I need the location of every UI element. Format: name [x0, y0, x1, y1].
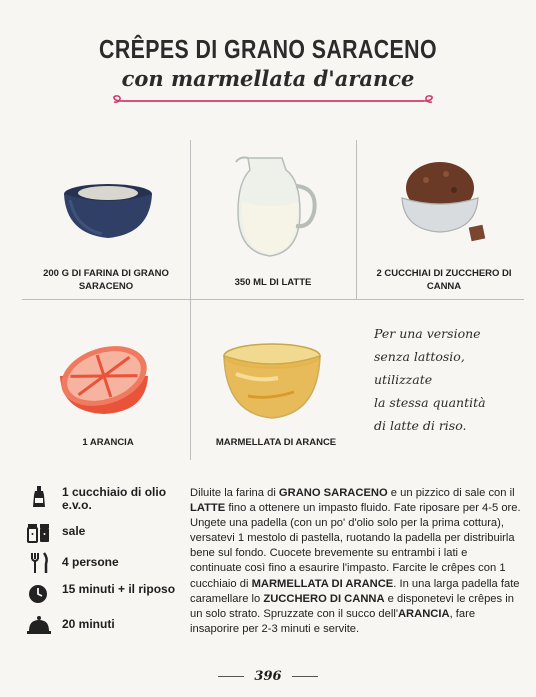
info-row-cooking [26, 614, 186, 636]
info-row-time [26, 583, 186, 605]
info-row-servings [26, 552, 186, 574]
marmalade-bowl-icon [218, 338, 326, 422]
recipe-method [190, 486, 522, 637]
method-ingredient: LATTE [190, 502, 226, 515]
recipe-title: CRÊPES DI GRANO SARACENO [99, 34, 437, 64]
decorative-divider [108, 93, 438, 109]
method-text: e disponetevi le crêpes in un solo strato. Spruzzate con il succo dell' [190, 592, 514, 620]
page-number: 396 [254, 669, 282, 685]
ingredient-label-marmalade: MARMELLATA DI ARANCE [215, 437, 337, 448]
note-line: di latte di riso. [374, 418, 467, 433]
ingredient-label-orange: 1 ARANCIA [82, 437, 134, 448]
note-line: la stessa quantità [374, 395, 486, 410]
orange-half-icon [52, 336, 156, 418]
cane-sugar-bowl-icon [396, 152, 492, 252]
handwritten-note [374, 322, 524, 437]
info-text-time: 15 minuti + il riposo [62, 582, 176, 596]
page-footer [0, 668, 536, 686]
grid-line-vertical-2 [356, 140, 357, 300]
recipe-subtitle: con marmellata d'arance [121, 66, 415, 91]
oil-bottle-icon [26, 486, 52, 508]
recipe-info-list [26, 486, 186, 645]
method-ingredient: ZUCCHERO DI CANNA [263, 592, 385, 605]
footer-rule-left [218, 676, 244, 677]
milk-jug-icon [226, 152, 322, 262]
method-ingredient: GRANO SARACENO [278, 487, 388, 499]
ingredient-label-sugar: 2 CUCCHIAI DI ZUCCHERO DI CANNA [376, 268, 512, 292]
cutlery-icon [26, 552, 52, 574]
grid-line-vertical-1 [190, 140, 191, 460]
info-text-oil: 1 cucchiaio di olio e.v.o. [62, 485, 167, 512]
info-text-servings: 4 persone [62, 555, 119, 569]
method-ingredient: ARANCIA [397, 607, 450, 620]
salt-pepper-icon [26, 521, 52, 543]
clock-icon [26, 583, 52, 605]
ingredient-label-milk: 350 ML DI LATTE [234, 277, 312, 288]
grid-line-horizontal [22, 299, 524, 300]
info-text-cooking: 20 minuti [62, 617, 115, 631]
method-text: . In una larga padella fate caramellare lo [190, 577, 520, 605]
ingredient-label-flour: 200 G DI FARINA DI GRANO SARACENO [43, 268, 169, 292]
footer-rule-right [292, 676, 318, 677]
note-line: Per una versione [374, 326, 481, 341]
note-line: senza lattosio, utilizzate [374, 349, 465, 387]
cloche-icon [26, 614, 52, 636]
method-text: e un pizzico di sale con il [387, 487, 515, 499]
info-row-salt [26, 521, 186, 543]
method-ingredient: MARMELLATA DI ARANCE [251, 577, 394, 590]
info-text-salt: sale [62, 524, 86, 538]
method-text: , fare insaporire per 2-3 minuti e servite. [190, 607, 476, 635]
method-text: Diluite la farina di [190, 487, 279, 499]
method-text: fino a ottenere un impasto fluido. Fate riposare per 4-5 ore. Ungete una padella (con un po' d'olio solo per la prima cottura), versatevi 1 mestolo di pastella, ruotando la padella per distribuirla bene sul fondo. Cuocete brevemente su entrambi i lati e continuate così fino a esaurire l'impasto. Farcite le crêpes con 1 cucchiaio di [190, 502, 521, 590]
info-row-oil [26, 486, 186, 512]
flour-bowl-icon [56, 178, 160, 242]
